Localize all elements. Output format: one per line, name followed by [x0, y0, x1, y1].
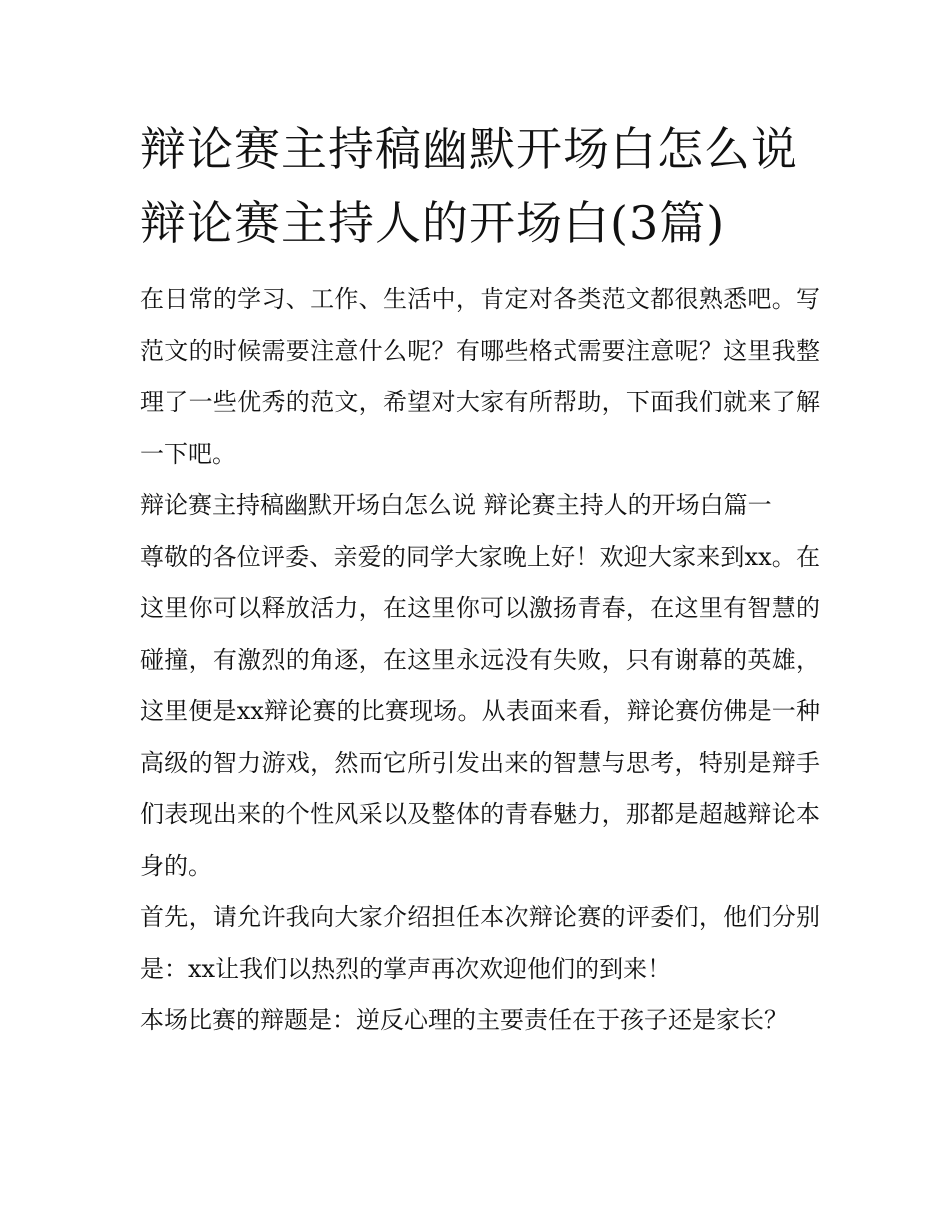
body-paragraph: 尊敬的各位评委、亲爱的同学大家晚上好！欢迎大家来到xx。在这里你可以释放活力，在这里你可以激扬青春，在这里有智慧的碰撞，有激烈的角逐，在这里永远没有失败，只有谢幕的英雄，这里便是xx辩论赛的比赛现场。从表面来看，辩论赛仿佛是一种高级的智力游戏，然而它所引发出来的智慧与思考，特别是辩手们表现出来的个性风采以及整体的青春魅力，那都是超越辩论本身的。 [140, 542, 820, 880]
body-paragraph: 首先，请允许我向大家介绍担任本次辩论赛的评委们，他们分别是：xx让我们以热烈的掌声再次欢迎他们的到来！ [140, 903, 820, 983]
section-heading: 辩论赛主持稿幽默开场白怎么说 辩论赛主持人的开场白篇一 [140, 491, 772, 519]
document-body [140, 112, 820, 1047]
body-paragraph: 本场比赛的辩题是：逆反心理的主要责任在于孩子还是家长？ [140, 1006, 788, 1034]
intro-paragraph: 在日常的学习、工作、生活中，肯定对各类范文都很熟悉吧。写范文的时候需要注意什么呢？有哪些格式需要注意呢？这里我整理了一些优秀的范文，希望对大家有所帮助，下面我们就来了解一下吧。 [140, 285, 820, 468]
document-title: 辩论赛主持稿幽默开场白怎么说 辩论赛主持人的开场白(3篇) [140, 122, 798, 250]
